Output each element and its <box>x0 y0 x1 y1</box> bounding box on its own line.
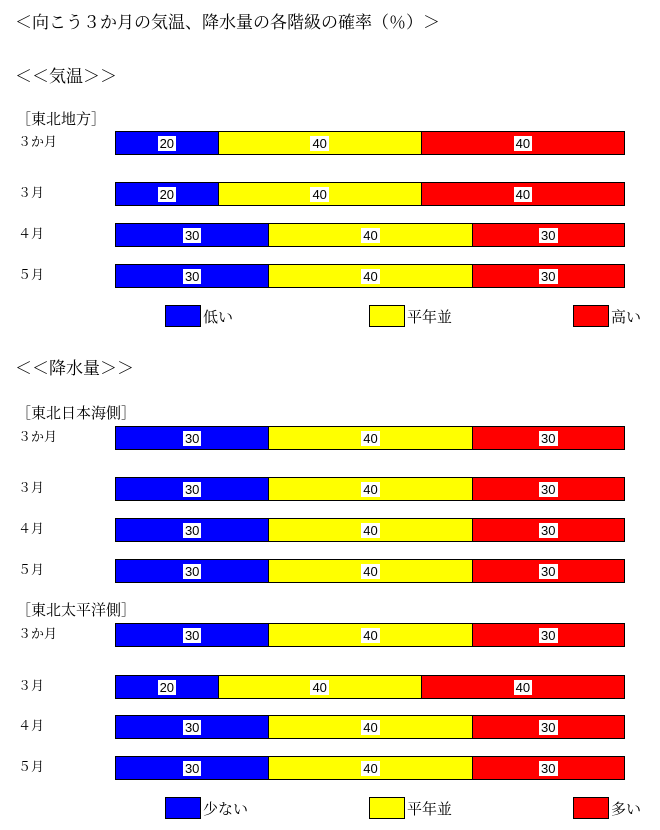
bar-segment-high <box>472 265 624 287</box>
segment-value-high: 40 <box>515 679 531 695</box>
segment-value-mid: 40 <box>312 186 327 202</box>
segment-value-low: 30 <box>184 563 200 579</box>
legend-swatch-low <box>165 305 201 327</box>
probability-bar <box>115 623 625 647</box>
bar-segment-mid <box>268 519 471 541</box>
segment-value-low: 30 <box>184 430 200 446</box>
region-label-pacific: ［東北太平洋側］ <box>16 601 137 619</box>
segment-value-low: 20 <box>159 186 175 202</box>
segment-value-high: 30 <box>541 227 556 243</box>
probability-bar <box>115 675 625 699</box>
segment-value-low: 30 <box>184 719 200 735</box>
legend-item-low <box>165 304 233 328</box>
probability-bar <box>115 426 625 450</box>
probability-bar <box>115 182 625 206</box>
row-label: ５月 <box>18 760 45 775</box>
bar-segment-high <box>472 519 624 541</box>
probability-bar <box>115 559 625 583</box>
bar-segment-low <box>116 757 268 779</box>
segment-value-high: 30 <box>541 563 556 579</box>
legend-swatch-low <box>165 797 201 819</box>
bar-segment-high <box>472 716 624 738</box>
legend-item-low <box>165 796 248 820</box>
bar-segment-low <box>116 624 268 646</box>
probability-bar <box>115 131 625 155</box>
bar-segment-high <box>421 676 624 698</box>
row-label: ５月 <box>18 268 45 283</box>
bar-segment-low <box>116 265 268 287</box>
row-label: ３か月 <box>18 135 58 150</box>
row-label: ５月 <box>18 563 45 578</box>
bar-segment-mid <box>268 478 471 500</box>
segment-value-mid: 40 <box>363 563 378 579</box>
region-label-tohoku: ［東北地方］ <box>16 110 107 128</box>
legend-label-high: 多い <box>611 799 642 818</box>
legend-label-high: 高い <box>611 307 642 326</box>
legend-label-mid: 平年並 <box>407 799 453 818</box>
segment-value-high: 30 <box>541 719 556 735</box>
segment-value-mid: 40 <box>312 135 327 151</box>
legend-swatch-high <box>573 797 609 819</box>
probability-bar <box>115 264 625 288</box>
probability-bar <box>115 756 625 780</box>
segment-value-mid: 40 <box>363 268 378 284</box>
segment-value-high: 30 <box>541 268 556 284</box>
bar-segment-low <box>116 132 218 154</box>
probability-bar <box>115 518 625 542</box>
bar-segment-mid <box>268 265 471 287</box>
segment-value-low: 30 <box>184 522 200 538</box>
segment-value-mid: 40 <box>363 719 378 735</box>
legend-label-low: 少ない <box>203 799 249 818</box>
bar-segment-low <box>116 560 268 582</box>
row-label: ３月 <box>18 481 45 496</box>
bar-segment-high <box>472 757 624 779</box>
legend-swatch-high <box>573 305 609 327</box>
page-title: ＜向こう３か月の気温、降水量の各階級の確率（％）＞ <box>15 13 440 33</box>
segment-value-mid: 40 <box>363 522 378 538</box>
row-label: ３月 <box>18 186 45 201</box>
bar-segment-high <box>472 427 624 449</box>
segment-value-low: 30 <box>184 760 200 776</box>
segment-value-high: 30 <box>541 522 556 538</box>
segment-value-low: 30 <box>184 268 200 284</box>
segment-value-low: 30 <box>184 481 200 497</box>
segment-value-high: 40 <box>515 186 531 202</box>
bar-segment-low <box>116 478 268 500</box>
probability-bar <box>115 477 625 501</box>
legend-swatch-mid <box>369 797 405 819</box>
bar-segment-low <box>116 183 218 205</box>
bar-segment-mid <box>218 676 421 698</box>
row-label: ３か月 <box>18 430 58 445</box>
legend-item-mid <box>369 796 452 820</box>
bar-segment-high <box>421 183 624 205</box>
bar-segment-high <box>472 624 624 646</box>
segment-value-low: 20 <box>159 135 175 151</box>
precipitation-heading: ＜＜降水量＞＞ <box>15 359 134 379</box>
temperature-heading: ＜＜気温＞＞ <box>15 67 117 87</box>
bar-segment-mid <box>218 183 421 205</box>
legend-item-high <box>573 796 641 820</box>
segment-value-mid: 40 <box>363 627 378 643</box>
probability-bar <box>115 715 625 739</box>
row-label: ３月 <box>18 679 45 694</box>
row-label: ４月 <box>18 522 45 537</box>
bar-segment-mid <box>268 560 471 582</box>
probability-bar <box>115 223 625 247</box>
legend-item-high <box>573 304 641 328</box>
legend-swatch-mid <box>369 305 405 327</box>
bar-segment-mid <box>268 624 471 646</box>
bar-segment-mid <box>268 757 471 779</box>
legend-item-mid <box>369 304 452 328</box>
bar-segment-low <box>116 427 268 449</box>
segment-value-low: 30 <box>184 627 200 643</box>
segment-value-low: 30 <box>184 227 200 243</box>
segment-value-high: 40 <box>515 135 531 151</box>
segment-value-mid: 40 <box>312 679 327 695</box>
bar-segment-mid <box>268 716 471 738</box>
segment-value-mid: 40 <box>363 760 378 776</box>
row-label: ４月 <box>18 719 45 734</box>
bar-segment-high <box>472 560 624 582</box>
segment-value-mid: 40 <box>363 227 378 243</box>
bar-segment-mid <box>268 224 471 246</box>
segment-value-high: 30 <box>541 627 556 643</box>
bar-segment-low <box>116 716 268 738</box>
bar-segment-high <box>472 224 624 246</box>
segment-value-high: 30 <box>541 481 556 497</box>
bar-segment-mid <box>218 132 421 154</box>
row-label: ４月 <box>18 227 45 242</box>
segment-value-mid: 40 <box>363 430 378 446</box>
segment-value-high: 30 <box>541 430 556 446</box>
legend-label-mid: 平年並 <box>407 307 453 326</box>
bar-segment-high <box>421 132 624 154</box>
bar-segment-low <box>116 519 268 541</box>
row-label: ３か月 <box>18 627 58 642</box>
region-label-japan-sea: ［東北日本海側］ <box>16 404 137 422</box>
segment-value-high: 30 <box>541 760 556 776</box>
segment-value-low: 20 <box>159 679 175 695</box>
bar-segment-low <box>116 676 218 698</box>
bar-segment-high <box>472 478 624 500</box>
bar-segment-mid <box>268 427 471 449</box>
bar-segment-low <box>116 224 268 246</box>
segment-value-mid: 40 <box>363 481 378 497</box>
legend-label-low: 低い <box>203 307 234 326</box>
